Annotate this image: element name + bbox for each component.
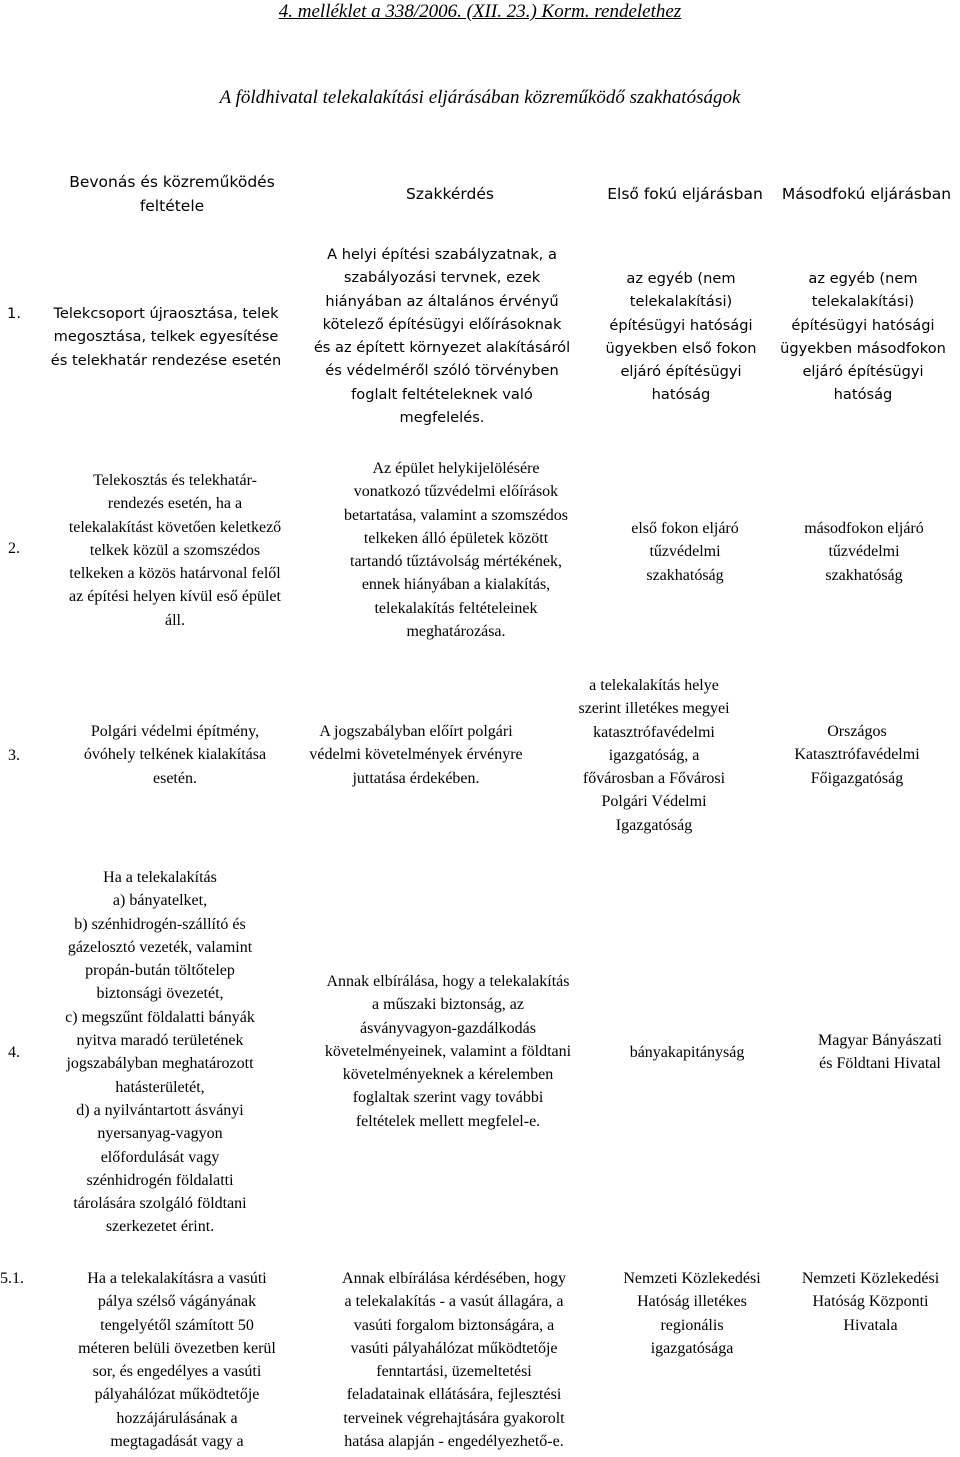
row-condition: Telekcsoport újraosztása, telek megosztása, telkek egyesítése és telekhatár rendezése esetén	[50, 305, 282, 369]
row-condition: Ha a telekalakításra a vasúti pálya szélső vágányának tengelyétől számított 50 méteren belüli övezetben kerül sor, és engedélyes a vasúti pályahálózat működtetője hozzájárulásának a megtagadását vagy a	[78, 1270, 276, 1451]
document-title: A földhivatal telekalakítási eljárásában közreműködő szakhatóságok	[219, 87, 741, 108]
row-first-instance-authority: első fokon eljáró tűzvédelmi szakhatóság	[631, 520, 739, 584]
row-first-instance-authority: a telekalakítás helye szerint illetékes megyei katasztrófavédelmi igazgatóság, a fővárosban a Fővárosi Polgári Védelmi Igazgatóság	[578, 677, 730, 834]
row-second-instance-authority: az egyéb (nem telekalakítási) építésügyi hatósági ügyekben másodfokon eljáró építésügyi hatóság	[780, 270, 946, 404]
row-expert-question: Az épület helykijelölésére vonatkozó tűzvédelmi előírások betartatása, valamint a szomszédos telkeken álló épületek között tartandó tűztávolság mértékének, ennek hiányában a kialakítás, telekalakítás feltételeinek meghatározása.	[344, 460, 568, 641]
row-second-instance-authority: másodfokon eljáró tűzvédelmi szakhatóság	[804, 520, 924, 584]
row-first-instance-authority: bányakapitányság	[629, 1044, 745, 1061]
row-number: 4.	[8, 1044, 20, 1061]
row-number: 3.	[8, 747, 20, 764]
row-expert-question: A helyi építési szabályzatnak, a szabályozási tervnek, ezek hiányában az általános érvényű kötelező építésügyi előírásoknak és az épített környezet alakításáról és védelméről szóló törvényben foglalt feltételeknek való megfelelés.	[313, 246, 571, 427]
column-header-expert-question: Szakkérdés	[406, 185, 494, 203]
row-expert-question: Annak elbírálása kérdésében, hogy a telekalakítás - a vasút állagára, a vasúti forgalom biztonságára, a vasúti pályahálózat működtetője fenntartási, üzemeltetési feladatainak ellátására, fejlesztési terveinek végrehajtására gyakorolt hatása alapján - engedélyezhető-e.	[342, 1270, 566, 1451]
row-condition: Ha a telekalakítás a) bányatelket, b) szénhidrogén-szállító és gázelosztó vezeték, valamint propán-bután töltőtelep biztonsági övezetét, c) megszűnt földalatti bányák nyitva maradó területének jogszabályban meghatározott hatásterületét, d) a nyilvántartott ásványi nyersanyag-vagyon előfordulását vagy szénhidrogén földalatti tárolására szolgáló földtani szerkezetet érint.	[65, 869, 255, 1236]
row-number: 1.	[7, 305, 21, 322]
row-first-instance-authority: Nemzeti Közlekedési Hatóság illetékes regionális igazgatósága	[623, 1270, 761, 1357]
row-number: 5.1.	[0, 1270, 24, 1287]
row-second-instance-authority: Országos Katasztrófavédelmi Főigazgatóság	[794, 723, 920, 787]
row-first-instance-authority: az egyéb (nem telekalakítási) építésügyi hatósági ügyekben első fokon eljáró építésügyi hatóság	[605, 270, 757, 404]
row-number: 2.	[8, 540, 20, 557]
row-expert-question: A jogszabályban előírt polgári védelmi követelmények érvényre juttatása érdekében.	[309, 723, 523, 787]
row-condition: Telekosztás és telekhatár- rendezés esetén, ha a telekalakítást követően keletkező telkek közül a szomszédos telkeken a közös határvonal felől az építési helyen kívül eső épület áll.	[68, 472, 282, 629]
column-header-second-instance: Másodfokú eljárásban	[781, 185, 952, 203]
row-second-instance-authority: Nemzeti Közlekedési Hatóság Központi Hivatala	[801, 1270, 940, 1334]
row-second-instance-authority: Magyar Bányászati és Földtani Hivatal	[818, 1032, 942, 1073]
column-header-condition: Bevonás és közreműködés feltétele	[69, 173, 275, 215]
annex-reference: 4. melléklet a 338/2006. (XII. 23.) Korm. rendelethez	[278, 1, 682, 22]
row-expert-question: Annak elbírálása, hogy a telekalakítás a műszaki biztonság, az ásványvagyon-gazdálkodás követelményeinek, valamint a földtani követelményeknek a kérelemben foglaltak szerint vagy további feltételek mellett megfelel-e.	[324, 973, 572, 1130]
column-header-first-instance: Első fokú eljárásban	[607, 185, 763, 203]
row-condition: Polgári védelmi építmény, óvóhely telkének kialakítása esetén.	[83, 723, 267, 787]
